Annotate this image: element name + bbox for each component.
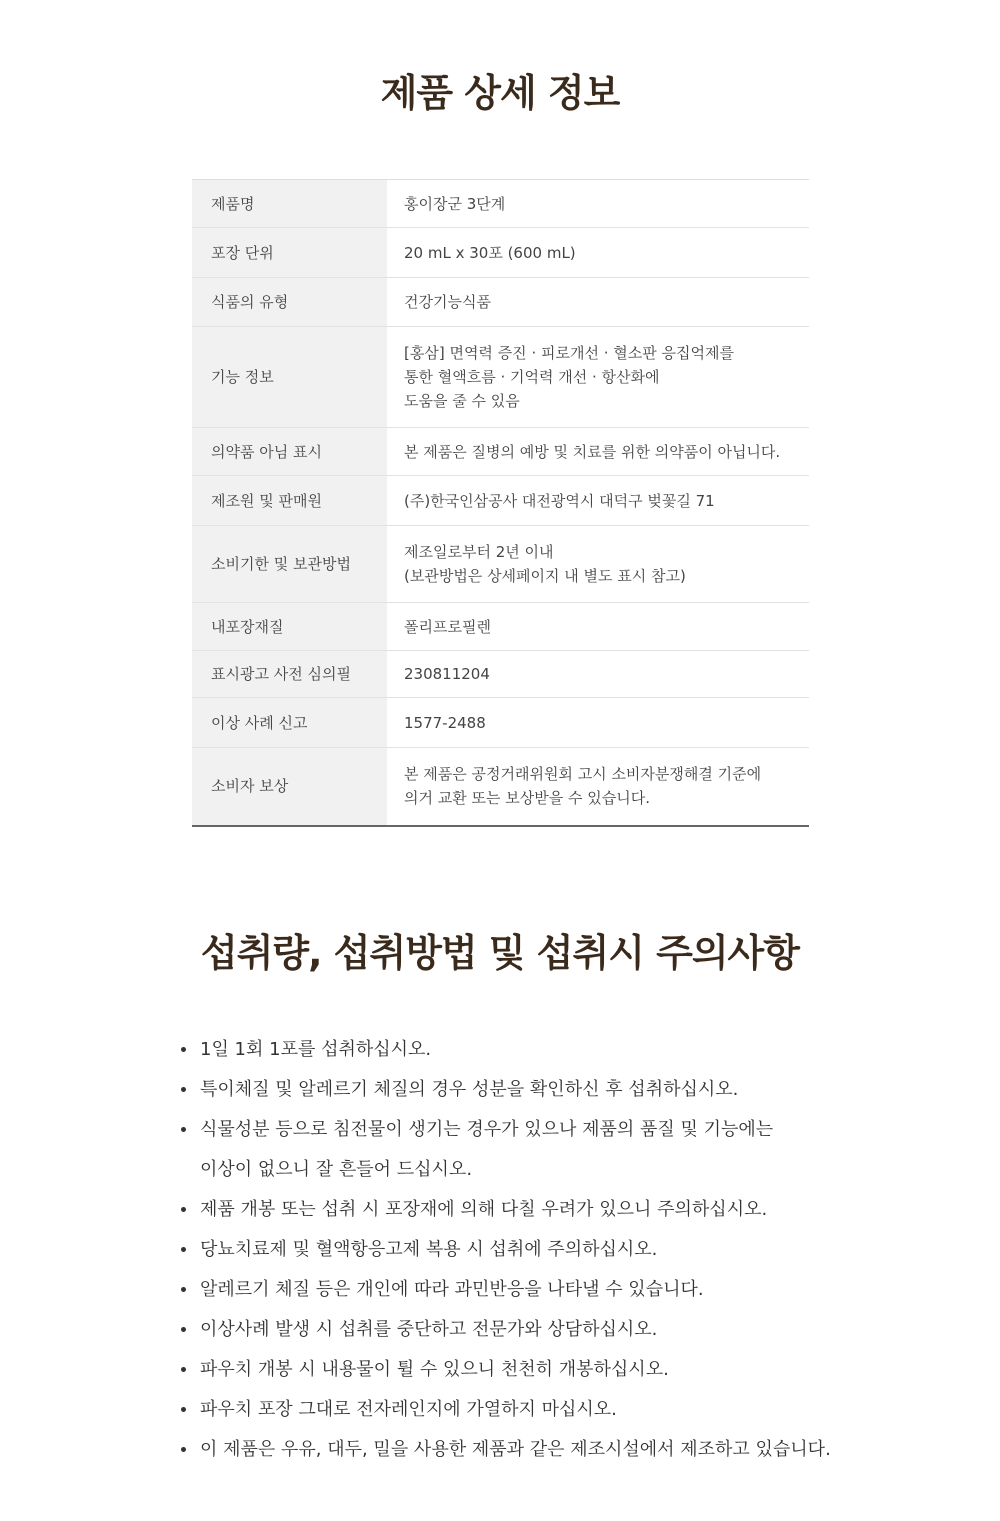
row-label: 제조원 및 판매원 [192,476,387,526]
bullet-icon [181,1207,186,1212]
row-value: 폴리프로필렌 [387,603,809,651]
table-row [192,526,809,603]
bullet-icon [181,1087,186,1092]
row-value: 제조일로부터 2년 이내 (보관방법은 상세페이지 내 별도 표시 참고) [387,526,809,603]
row-label: 소비자 보상 [192,748,387,826]
intake-caution-list [178,1030,938,1470]
bullet-icon [181,1247,186,1252]
row-label: 식품의 유형 [192,278,387,327]
row-label: 내포장재질 [192,603,387,651]
table-row [192,428,809,476]
list-item [178,1350,938,1390]
row-value: 홍이장군 3단계 [387,180,809,228]
row-value: 본 제품은 질병의 예방 및 치료를 위한 의약품이 아닙니다. [387,428,809,476]
product-info-table [192,179,809,827]
list-item [178,1430,938,1470]
row-label: 이상 사례 신고 [192,698,387,748]
list-item-text: 이 제품은 우유, 대두, 밀을 사용한 제품과 같은 제조시설에서 제조하고 있습니다. [200,1439,831,1460]
bullet-icon [181,1287,186,1292]
list-item-text: 파우치 포장 그대로 전자레인지에 가열하지 마십시오. [200,1399,617,1420]
table-row [192,603,809,651]
row-label: 표시광고 사전 심의필 [192,651,387,698]
list-item-text: 1일 1회 1포를 섭취하십시오. [200,1039,432,1060]
list-item-text: 당뇨치료제 및 혈액항응고제 복용 시 섭취에 주의하십시오. [200,1239,658,1260]
row-label: 포장 단위 [192,228,387,278]
list-item-text: 제품 개봉 또는 섭취 시 포장재에 의해 다칠 우려가 있으니 주의하십시오. [200,1199,768,1220]
table-row [192,476,809,526]
table-row [192,748,809,826]
table-row [192,698,809,748]
table-row [192,327,809,428]
row-label: 소비기한 및 보관방법 [192,526,387,603]
bullet-icon [181,1047,186,1052]
list-item [178,1110,938,1190]
list-item-text: 식물성분 등으로 침전물이 생기는 경우가 있으나 제품의 품질 및 기능에는 이상이 없으니 잘 흔들어 드십시오. [200,1119,774,1180]
table-row [192,180,809,228]
table-row [192,228,809,278]
table-row [192,651,809,698]
list-item [178,1390,938,1430]
row-value: (주)한국인삼공사 대전광역시 대덕구 벚꽃길 71 [387,476,809,526]
list-item [178,1190,938,1230]
bullet-icon [181,1127,186,1132]
row-label: 제품명 [192,180,387,228]
row-value: 230811204 [387,651,809,698]
row-label: 의약품 아님 표시 [192,428,387,476]
list-item-text: 파우치 개봉 시 내용물이 튈 수 있으니 천천히 개봉하십시오. [200,1359,669,1380]
list-item [178,1070,938,1110]
intake-caution-title: 섭취량, 섭취방법 및 섭취시 주의사항 [201,931,799,975]
row-value: 건강기능식품 [387,278,809,327]
row-value: 본 제품은 공정거래위원회 고시 소비자분쟁해결 기준에 의거 교환 또는 보상받을 수 있습니다. [404,765,762,808]
list-item [178,1270,938,1310]
row-value: 20 mL x 30포 (600 mL) [387,228,809,278]
list-item [178,1230,938,1270]
list-item-text: 특이체질 및 알레르기 체질의 경우 성분을 확인하신 후 섭취하십시오. [200,1079,739,1100]
row-value: [홍삼] 면역력 증진 · 피로개선 · 혈소판 응집억제를 통한 혈액흐름 · 기억력 개선 · 항산화에 도움을 줄 수 있음 [387,327,809,428]
list-item [178,1030,938,1070]
bullet-icon [181,1367,186,1372]
table-row [192,278,809,327]
bullet-icon [181,1447,186,1452]
list-item [178,1310,938,1350]
row-label: 기능 정보 [192,327,387,428]
product-info-title: 제품 상세 정보 [380,71,620,115]
list-item-text: 알레르기 체질 등은 개인에 따라 과민반응을 나타낼 수 있습니다. [200,1279,704,1300]
bullet-icon [181,1327,186,1332]
list-item-text: 이상사례 발생 시 섭취를 중단하고 전문가와 상담하십시오. [200,1319,658,1340]
row-value: 1577-2488 [387,698,809,748]
bullet-icon [181,1407,186,1412]
